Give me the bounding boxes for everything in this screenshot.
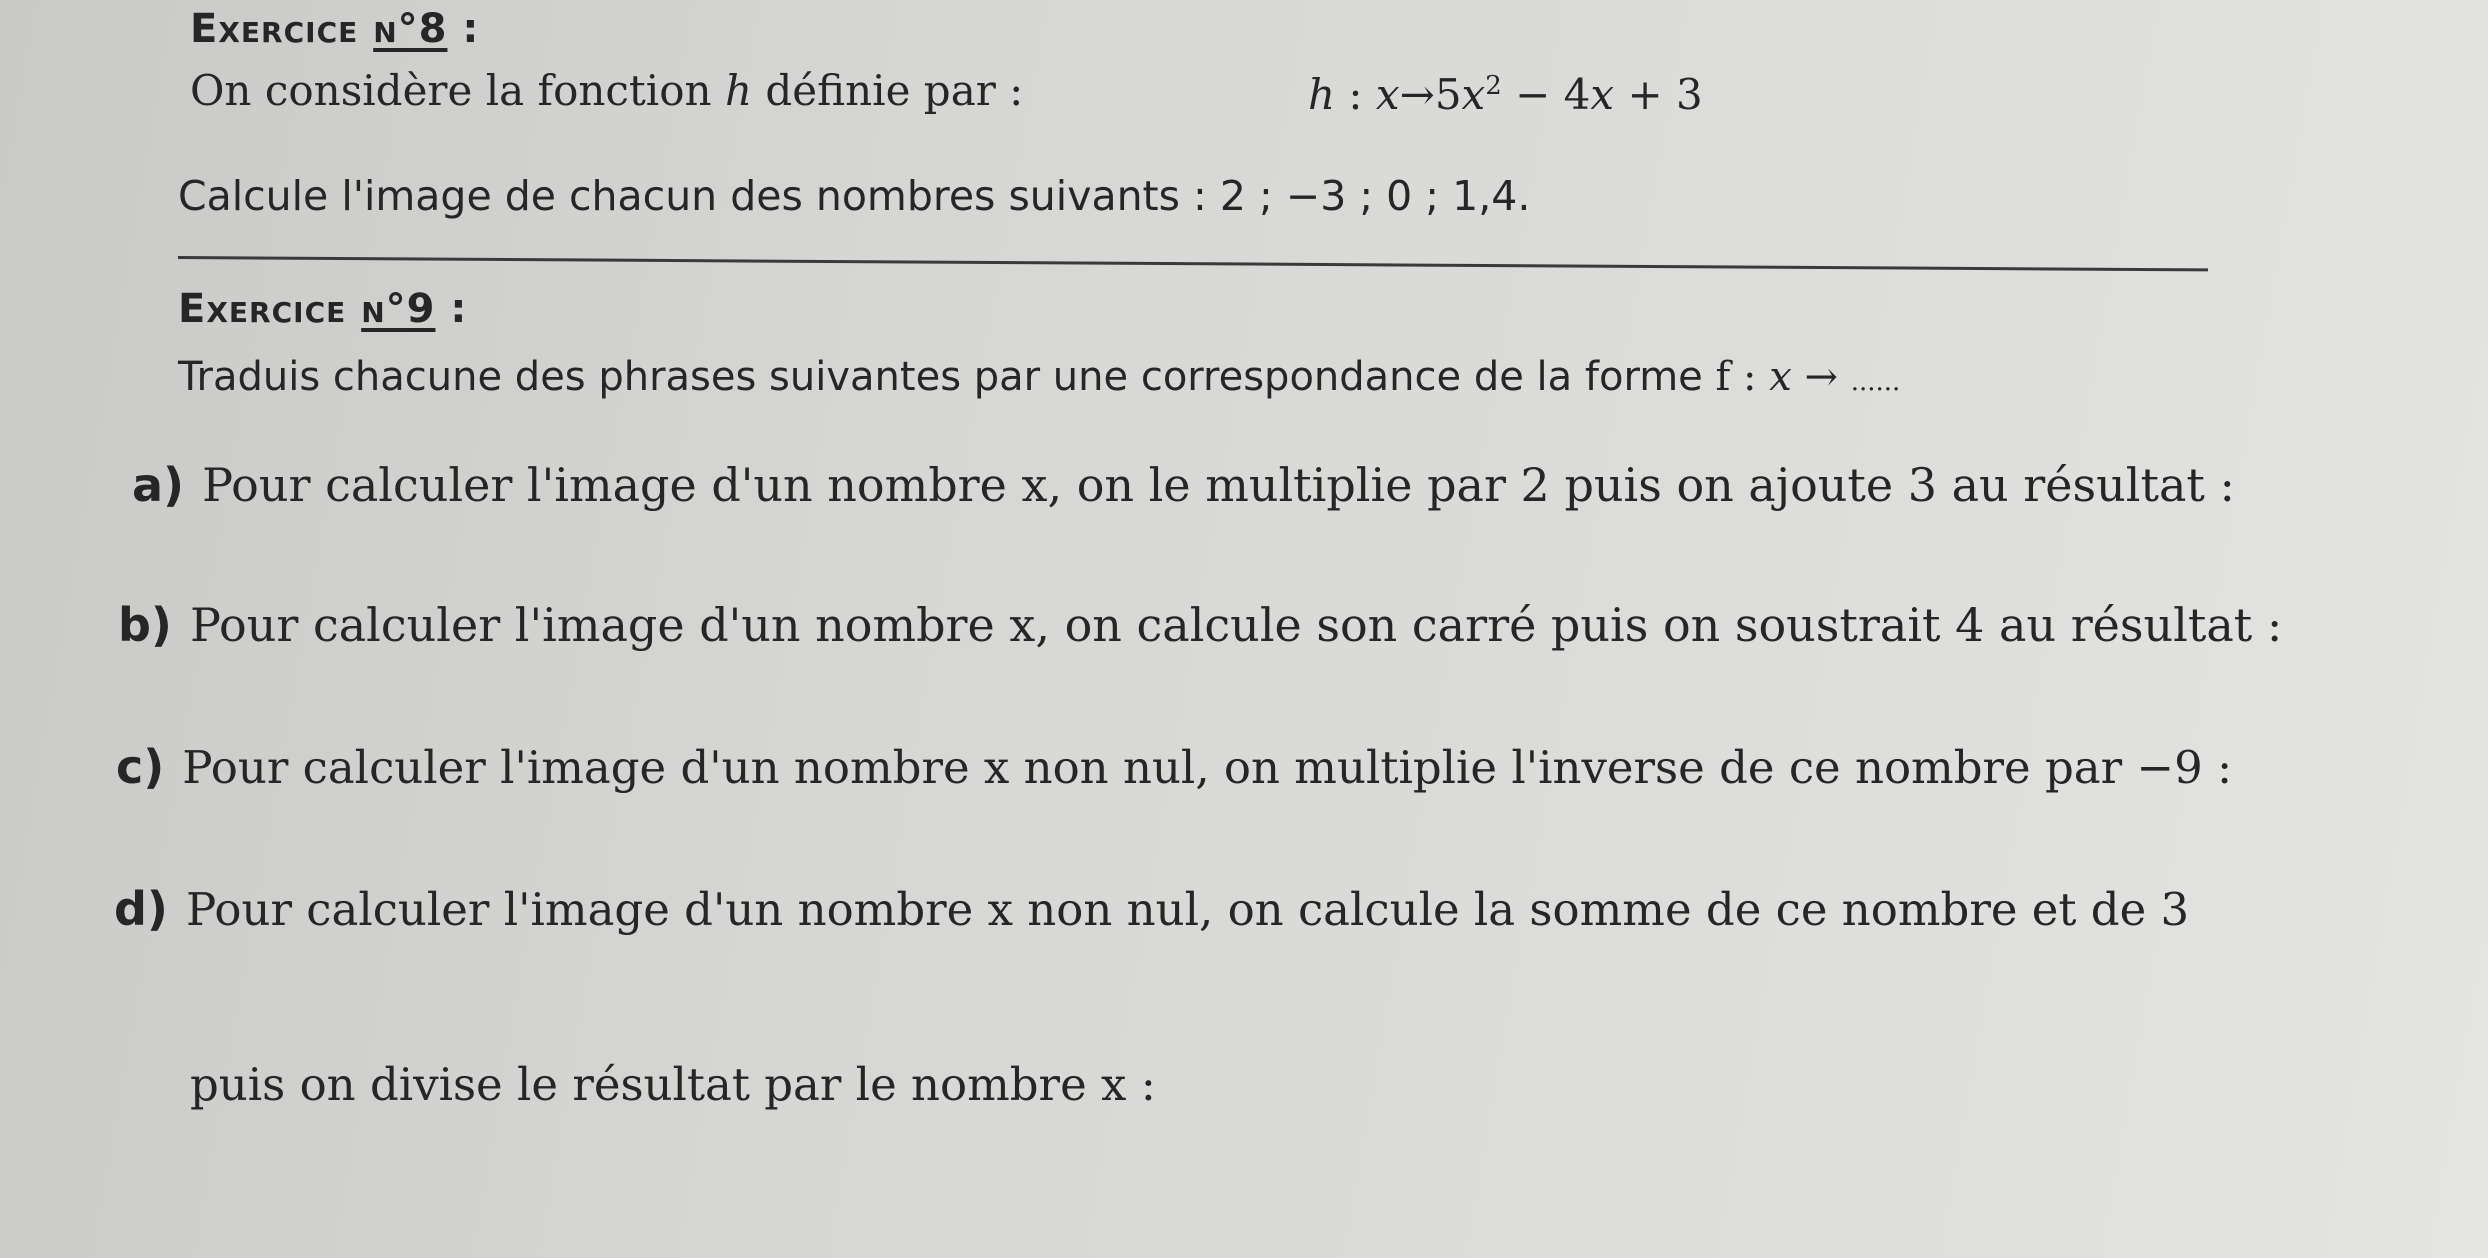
item-d-continuation: puis on divise le résultat par le nombre x : xyxy=(190,1058,1156,1111)
item-a: a) Pour calculer l'image d'un nombre x, on le multiplie par 2 puis on ajoute 3 au résultat : xyxy=(132,458,2235,512)
exercise8-instruction: Calcule l'image de chacun des nombres suivants : 2 ; −3 ; 0 ; 1,4. xyxy=(178,172,1531,220)
exercise9-instruction: Traduis chacune des phrases suivantes par une correspondance de la forme f : x → ...... xyxy=(178,354,1901,400)
exercise8-number: n°8 xyxy=(373,6,448,52)
exercise9-colon: : xyxy=(435,286,468,332)
exercise9-label: Exercice xyxy=(178,286,347,332)
exercise8-intro: On considère la fonction h définie par : xyxy=(190,66,1024,115)
arrow-icon: → xyxy=(1791,354,1851,400)
exercise8-title xyxy=(190,6,479,52)
section-divider xyxy=(178,256,2208,271)
exercise8-label: Exercice xyxy=(190,6,359,52)
exercise8-colon: : xyxy=(447,6,480,52)
function-definition: h : $x\to 5x^2 - 4x + 3$ xyxy=(1308,70,1703,119)
item-b: b) Pour calculer l'image d'un nombre x, on calcule son carré puis on soustrait 4 au résultat : xyxy=(118,598,2283,652)
item-c: c) Pour calculer l'image d'un nombre x non nul, on multiplie l'inverse de ce nombre par −9 : xyxy=(116,740,2233,794)
exercise9-title xyxy=(178,286,467,332)
arrow-icon: → xyxy=(1399,70,1435,119)
exercise9-number: n°9 xyxy=(361,286,436,332)
item-d: d) Pour calculer l'image d'un nombre x non nul, on calcule la somme de ce nombre et de 3 xyxy=(114,882,2190,936)
